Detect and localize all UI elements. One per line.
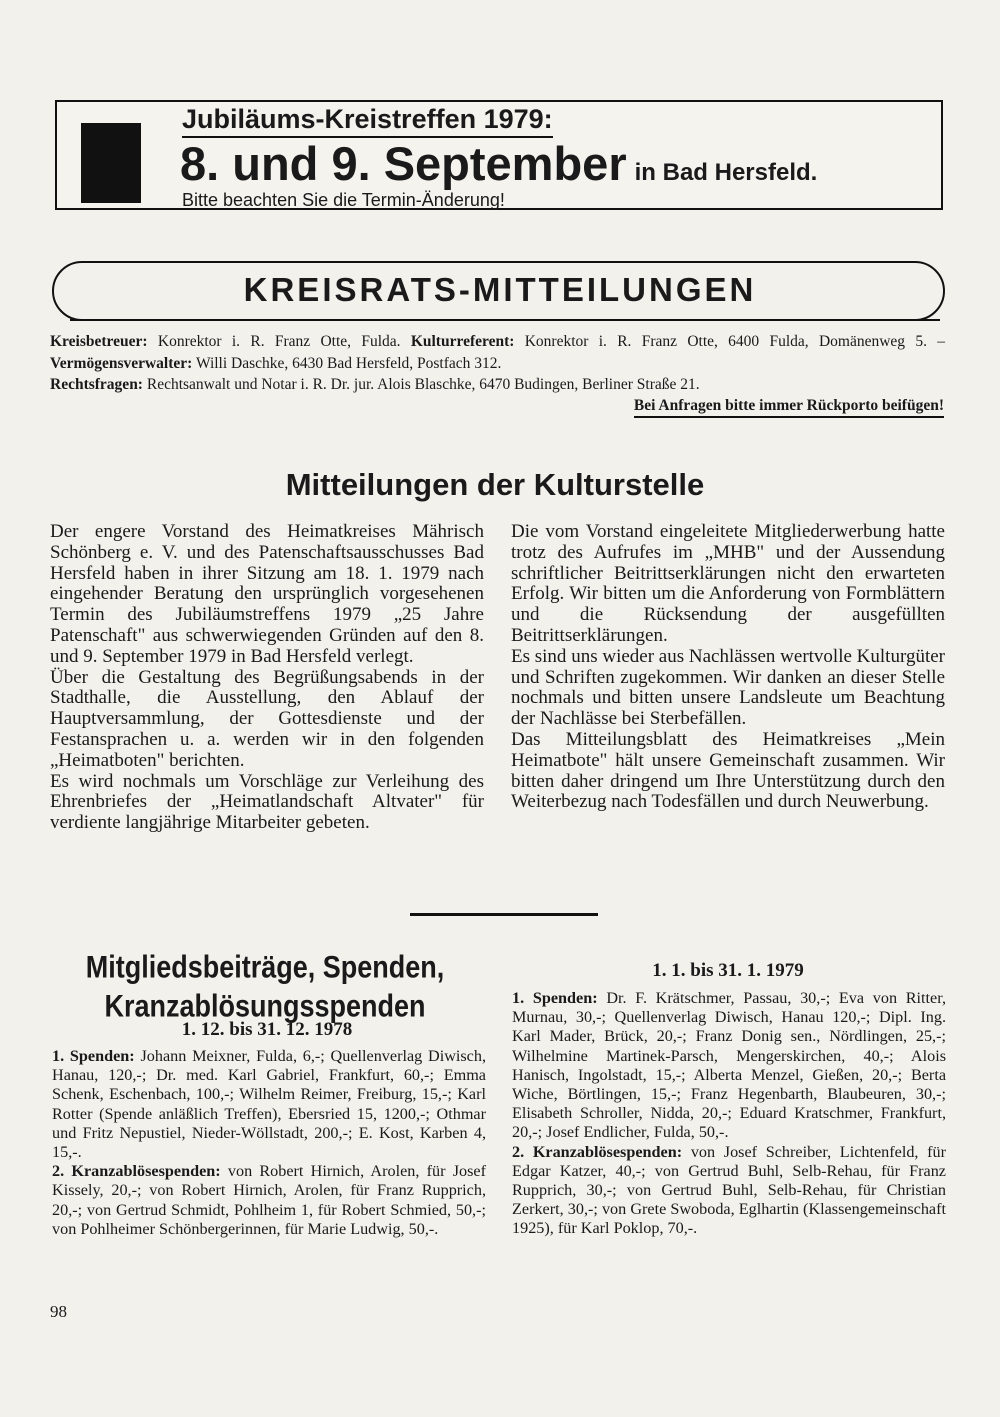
kranz-label: 2. Kranzablösespenden: xyxy=(52,1162,221,1181)
kreisbetreuer-label: Kreisbetreuer: xyxy=(50,333,148,350)
kultur-paragraph: Es wird nochmals um Vorschläge zur Verleihung des Ehrenbriefes der „Heimatlandschaft Altvater" für verdiente langjährige Mitarbeiter gebeten. xyxy=(50,770,484,834)
rechtsfragen-text: Rechtsanwalt und Notar i. R. Dr. jur. Alois Blaschke, 6470 Budingen, Berliner Straße 21. xyxy=(146,376,700,393)
kranz-entry xyxy=(512,1143,946,1239)
kultur-left-column xyxy=(50,522,484,834)
kultur-title: Mitteilungen der Kulturstelle xyxy=(285,467,705,502)
donations-left-column xyxy=(52,1047,486,1239)
vermoegen-label: Vermögensverwalter: xyxy=(50,354,193,372)
vermoegen-text: Willi Daschke, 6430 Bad Hersfeld, Postfach 312. xyxy=(195,354,502,372)
announcement-box xyxy=(55,100,943,210)
donations-period-left: 1. 12. bis 31. 12. 1978 xyxy=(181,1019,353,1040)
spenden-label: 1. Spenden: xyxy=(52,1047,135,1065)
donations-title xyxy=(60,948,470,1026)
black-block-decoration xyxy=(81,123,141,203)
spenden-label: 1. Spenden: xyxy=(512,989,598,1007)
kultur-paragraph: Über die Gestaltung des Begrüßungsabends in der Stadthalle, die Ausstellung, den Ablauf der Hauptversammlung, der Gottesdienste und der Festansprachen u. a. werden wir in den folgenden „Heimatboten" berichten. xyxy=(50,666,484,771)
kulturreferent-label: Kulturreferent: xyxy=(410,333,515,350)
spenden-text: Dr. F. Krätschmer, Passau, 30,-; Eva von Ritter, Murnau, 30,-; Quellenverlag Diwisch, Hanau 120,-; Dipl. Ing. Karl Mader, Brück, 20,-; Franz Donig sen., Nördlingen, 25,-; Wilhelmine Martinek-Parsch, Mengerskirchen, 40,-; Alois Hanisch, Ingolstadt, 15,-; Alberta Menzel, Gießen, 20,-; Berta Wiche, Börtlingen, 15,-; Franz Hegenbarth, Blaubeuren, 30,-; Elisabeth Schroller, Nidda, 20,-; Eduard Kratschmer, Frankfurt, 20,-; Josef Endlicher, Fulda, 50,-. xyxy=(512,989,946,1142)
announcement-location: in Bad Hersfeld. xyxy=(634,159,818,186)
announcement-dates: 8. und 9. September xyxy=(180,137,627,190)
kreisrat-info xyxy=(50,331,945,396)
kultur-paragraph: Es sind uns wieder aus Nachlässen wertvolle Kulturgüter und Schriften zugekommen. Wir danken an dieser Stelle nochmals und bitten unsere Landsleute um Beachtung der Nachlässe bei Sterbefällen. xyxy=(511,645,945,730)
kulturreferent-text: Konrektor i. R. Franz Otte, 6400 Fulda, Domänenweg 5. – xyxy=(524,333,946,350)
kreisrat-underline xyxy=(70,319,940,321)
announcement-note: Bitte beachten Sie die Termin-Änderung! xyxy=(182,190,505,210)
kranz-label: 2. Kranzablösespenden: xyxy=(512,1142,683,1161)
donations-period-right: 1. 1. bis 31. 1. 1979 xyxy=(652,960,804,981)
spenden-entry xyxy=(512,989,946,1143)
kultur-paragraph: Das Mitteilungsblatt des Heimatkreises „Mein Heimatbote" hält unsere Gemeinschaft zusammen. Wir bitten daher dringend um Ihre Unterstützung durch den Weiterbezug nach Todesfällen und durch Neuwerbung. xyxy=(511,728,945,813)
kranz-text: von Josef Schreiber, Lichtenfeld, für Edgar Katzer, 40,-; von Gertrud Buhl, Selb-Rehau, für Franz Rupprich, 30,-; von Gertrud Buhl, Selb-Rehau, für Christian Zerkert, 30,-; von Grete Swoboda, Eglhartin (Klassengemeinschaft 1925), für Karl Poklop, 70,-. xyxy=(512,1142,947,1238)
kranz-entry xyxy=(52,1162,486,1239)
section-divider xyxy=(410,913,598,916)
spenden-entry xyxy=(52,1047,486,1162)
kultur-right-column xyxy=(511,522,945,813)
donations-right-column xyxy=(512,989,946,1239)
kranz-text: von Robert Hirnich, Arolen, für Josef Kissely, 20,-; von Robert Hirnich, Arolen, für Franz Rupprich, 20,-; von Gertrud Schmidt, Pohlheim 1, für Robert Schmied, 50,-; von Pohlheimer Schönbergerinnen, für Marie Ludwig, 50,-. xyxy=(52,1162,486,1238)
kreisrat-title: KREISRATS-MITTEILUNGEN xyxy=(243,271,757,308)
kreisbetreuer-text: Konrektor i. R. Franz Otte, Fulda. xyxy=(157,333,401,350)
spenden-text: Johann Meixner, Fulda, 6,-; Quellenverlag Diwisch, Hanau, 120,-; Dr. med. Karl Gabriel, Frankfurt, 60,-; Emma Schenk, Eschenbach, 100,-; Wilhelm Reimer, Freiburg, 15,-; Karl Rotter (Spende anläßlich Treffen), Ebersried 15, 1200,-; Othmar und Fritz Nepustiel, Nieder-Wöllstadt, 200,-; E. Kost, Karben 4, 15,-. xyxy=(52,1047,487,1162)
kultur-paragraph: Die vom Vorstand eingeleitete Mitgliederwerbung hatte trotz des Aufrufes im „MHB" und der Aussendung schriftlicher Beitrittserklärungen nicht den erwarteten Erfolg. Wir bitten um die Anforderung von Formblättern und die Rücksendung der ausgefüllten Beitrittserklärungen. xyxy=(511,521,945,646)
announcement-dates-line xyxy=(180,137,818,197)
rechtsfragen-label: Rechtsfragen: xyxy=(50,376,143,393)
donations-title-line-2: Kranzablösungsspenden xyxy=(104,988,426,1024)
announcement-title: Jubiläums-Kreistreffen 1979: xyxy=(182,104,553,138)
donations-title-line-1: Mitgliedsbeiträge, Spenden, xyxy=(85,949,445,985)
page-number: 98 xyxy=(50,1302,67,1321)
kreisrat-note: Bei Anfragen bitte immer Rückporto beifügen! xyxy=(634,397,944,418)
kultur-paragraph: Der engere Vorstand des Heimatkreises Mährisch Schönberg e. V. und des Patenschaftsausschusses Bad Hersfeld haben in ihrer Sitzung am 18. 1. 1979 nach eingehender Beratung den ursprünglich vorgesehenen Termin des Jubiläumstreffens 1979 „25 Jahre Patenschaft" aus schwerwiegenden Gründen auf den 8. und 9. September 1979 in Bad Hersfeld verlegt. xyxy=(50,521,484,667)
